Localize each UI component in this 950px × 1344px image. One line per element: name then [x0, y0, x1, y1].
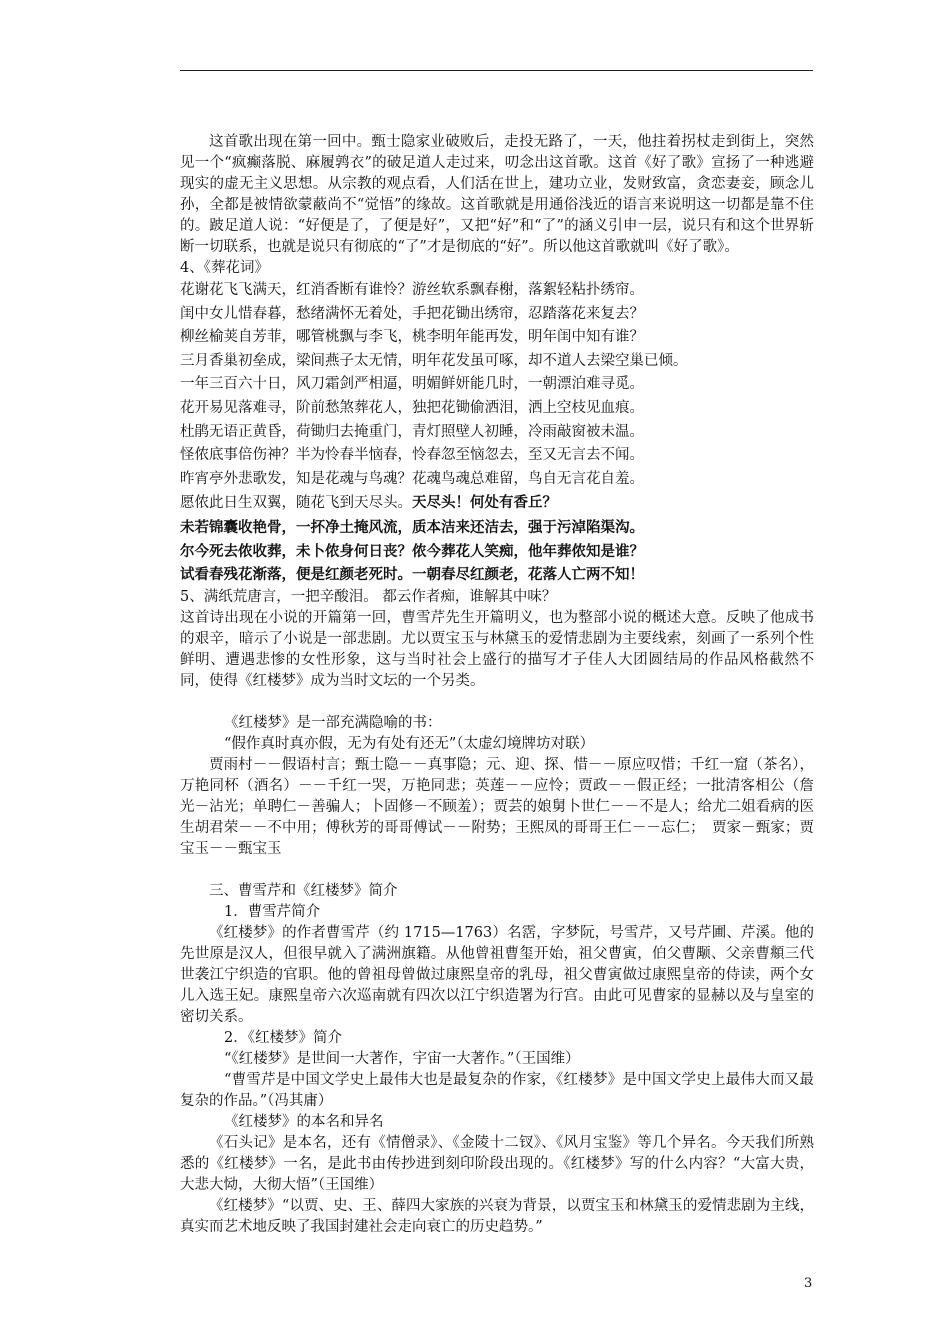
- quote-feng-qiyong: “曹雪芹是中国文学史上最伟大也是最复杂的作家，《红楼梦》是中国文学史上最伟大而又最复杂的作品。”（冯其庸）: [180, 1071, 814, 1109]
- page-number: 3: [804, 1276, 813, 1291]
- poem-line-bold-part: 天尽头！何处有香丘？: [412, 494, 557, 512]
- haoliao-paragraph: 这首歌出现在第一回中。甄士隐家业破败后，走投无路了，一天，他拄着拐杖走到街上，突然见一个“疯癫落脱、麻履鹑衣”的破足道人走过来，叨念出这首歌。这首《好了歌》宣扬了一种逃避现实的虚无主义思想。从宗教的观点看，人们活在世上，建功立业，发财致富，贪恋妻妾，顾念儿孙，全都是被情欲蒙蔽尚不“觉悟”的缘故。这首歌就是用通俗浅近的语言来说明这一切都是靠不住的。跛足道人说：“好便是了，了便是好”，又把“好”和“了”的涵义引申一层，说只有和这个世界斩断一切联系，也就是说只有彻底的“了”才是彻底的“好”。所以他这首歌就叫《好了歌》。: [180, 134, 814, 255]
- metaphor-quote: “假作真时真亦假，无为有处有还无”（太虚幻境牌坊对联）: [224, 735, 595, 752]
- poem-line: 花开易见落难寻，阶前愁煞葬花人，独把花锄偷洒泪，洒上空枝见血痕。: [180, 399, 644, 416]
- poem-line: 一年三百六十日，风刀霜剑严相逼，明媚鲜妍能几时，一朝漂泊难寻觅。: [180, 376, 644, 393]
- subsection-title: 1．曹雪芹简介: [224, 903, 321, 920]
- metaphor-intro: 《红楼梦》是一部充满隐喻的书：: [224, 714, 442, 731]
- poem-line-bold: 试看春残花渐落，便是红颜老死时。一朝春尽红颜老，花落人亡两不知！: [180, 566, 644, 584]
- author-paragraph: 《红楼梦》的作者曹雪芹（约 1715—1763）名霑，字梦阮，号雪芹，又号芹圃、芹溪。他的先世原是汉人，但很早就入了满洲旗籍。从他曾祖曹玺开始，祖父曹寅，伯父曹颙、父亲曹頫三代世袭江宁织造的官职。他的曾祖母曾做过康熙皇帝的乳母，祖父曹寅做过康熙皇帝的侍读，两个女儿入选王妃。康熙皇帝六次巡南就有四次以江宁织造署为行宫。由此可见曹家的显赫以及与皇室的密切关系。: [180, 924, 814, 1025]
- poem-line: 闺中女儿惜春暮，愁绪满怀无着处，手把花锄出绣帘，忍踏落花来复去？: [180, 305, 644, 322]
- names-title: 《红楼梦》的本名和异名: [224, 1113, 384, 1130]
- subsection-title: 2．《红楼梦》简介: [224, 1029, 342, 1046]
- spacer: [180, 692, 814, 713]
- section-title: 三、曹雪芹和《红楼梦》简介: [209, 882, 398, 899]
- poem-line: 花谢花飞飞满天，红消香断有谁怜？游丝软系飘春榭，落絮轻粘扑绣帘。: [180, 282, 644, 298]
- poem-line-bold: 尔今死去侬收葬，未卜侬身何日丧？侬今葬花人笑痴，他年葬侬知是谁？: [180, 542, 644, 560]
- poem-line-bold: 未若锦囊收艳骨，一抔净土掩风流，质本洁来还洁去，强于污淖陷渠沟。: [180, 518, 644, 536]
- heading-burial-poem: 4、《葬花词》: [180, 260, 269, 276]
- spacer: [180, 860, 814, 881]
- poem-line-part: 愿侬此日生双翼，随花飞到天尽头。: [180, 495, 412, 512]
- poem-line: 柳丝榆荚自芳菲，哪管桃飘与李飞，桃李明年能再发，明年闺中知有谁？: [180, 329, 644, 346]
- poem-line: 三月香巢初垒成，梁间燕子太无情，明年花发虽可啄，却不道人去梁空巢已倾。: [180, 352, 688, 369]
- poem-line: 怪侬底事倍伤神？半为怜春半恼春，怜春忽至恼忽去，至又无言去不闻。: [180, 447, 644, 464]
- names-paragraph: 《石头记》是本名，还有《情僧录》、《金陵十二钗》、《风月宝鉴》等几个异名。今天我们所熟悉的《红楼梦》一名，是此书由传抄进到刻印阶段出现的。《红楼梦》写的什么内容？“大富大贵，大悲大恸，大彻大悟”（王国维）: [180, 1134, 814, 1193]
- page-content: [180, 132, 814, 1238]
- poem-line: 昨宵亭外悲歌发，知是花魂与鸟魂？花魂鸟魂总难留，鸟自无言花自羞。: [180, 470, 644, 487]
- header-rule: [180, 70, 813, 71]
- heading-preface-poem: 5、满纸荒唐言，一把辛酸泪。 都云作者痴，谁解其中味？: [180, 588, 557, 605]
- preface-paragraph: 这首诗出现在小说的开篇第一回，曹雪芹先生开篇明义，也为整部小说的概述大意。反映了他成书的艰辛，暗示了小说是一部悲剧。尤以贾宝玉与林黛玉的爱情悲剧为主要线索，刻画了一系列个性鲜明、遭遇悲惨的女性形象，这与当时社会上盛行的描写才子佳人大团圆结局的作品风格截然不同，使得《红楼梦》成为当时文坛的一个另类。: [180, 609, 814, 689]
- poem-line: 杜鹃无语正黄昏，荷锄归去掩重门，青灯照壁人初睡，冷雨敲窗被未温。: [180, 423, 644, 440]
- quote-wang-guowei: “《红楼梦》是世间一大著作，宇宙一大著作。”（王国维）: [224, 1050, 580, 1067]
- poem-line: [180, 491, 814, 516]
- burial-poem: [180, 279, 814, 587]
- metaphor-list: 贾雨村－－假语村言；甄士隐－－真事隐；元、迎、探、惜－－原应叹惜；千红一窟（茶名），万艳同杯（酒名）－－千红一哭，万艳同悲；英莲－－应怜；贾政－－假正经；一批清客相公（詹光－沾光；单聘仁－善骗人；卜固修－不顾羞）；贾芸的娘舅卜世仁－－不是人；给尤二姐看病的医生胡君荣－－不中用；傅秋芳的哥哥傅试－－附势；王熙凤的哥哥王仁－－忘仁； 贾家－甄家；贾宝玉－－甄宝玉: [180, 756, 814, 857]
- theme-paragraph: 《红楼梦》“以贾、史、王、薛四大家族的兴衰为背景，以贾宝玉和林黛玉的爱情悲剧为主线，真实而艺术地反映了我国封建社会走向衰亡的历史趋势。”: [180, 1197, 814, 1235]
